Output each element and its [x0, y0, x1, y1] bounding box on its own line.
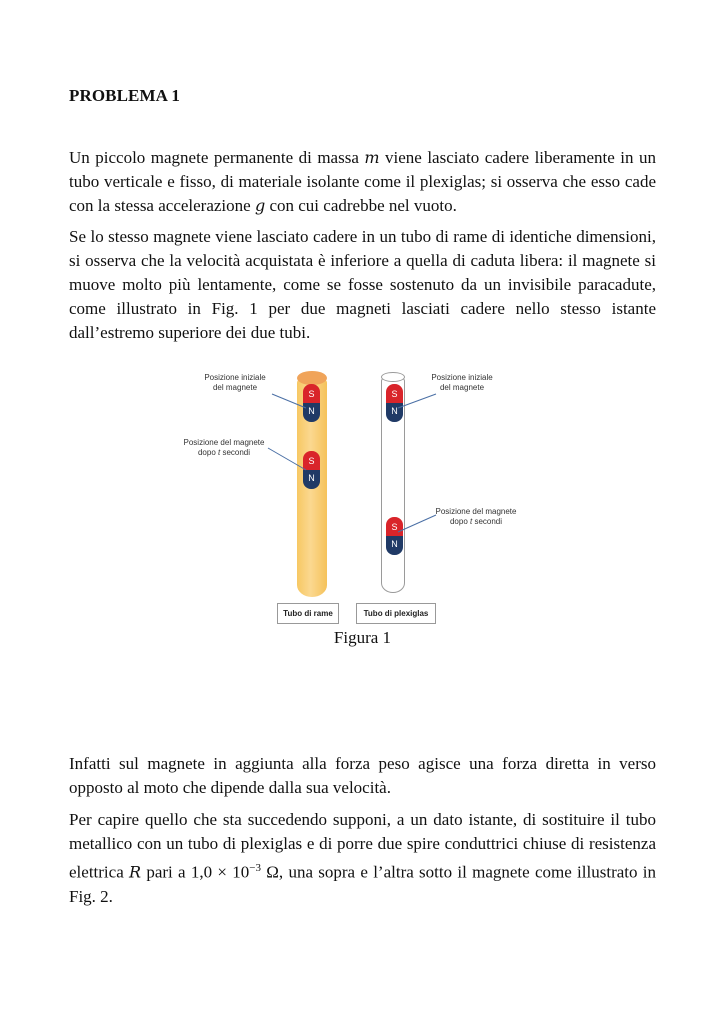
leader-line: [398, 394, 436, 408]
label-line: Posizione iniziale: [204, 373, 266, 382]
label-line: Posizione del magnete: [435, 507, 517, 516]
label-line: Posizione iniziale: [431, 373, 493, 382]
plexi-initial-label: [420, 373, 504, 393]
label-text: dopo: [449, 517, 470, 526]
south-pole: S: [386, 517, 403, 536]
label-text: secondi: [220, 448, 251, 457]
paragraph-2: Se lo stesso magnete viene lasciato cadere in un tubo di rame di identiche dimensioni, si osserva che la velocità acquistata è inferiore a quella di caduta libera: il magnete si muove molto più lentamente, come se fosse sostenuto da un invisibile paracadute, come illustrato in Fig. 1 per due magneti lasciati cadere nello stesso istante dall’estremo superiore dei due tubi.: [69, 227, 656, 342]
south-pole: S: [303, 451, 320, 470]
copper-initial-label: [193, 373, 277, 393]
p4-text-b: pari a: [141, 862, 191, 882]
problem-title: PROBLEMA 1: [69, 86, 181, 105]
figure-caption: Figura 1: [333, 628, 392, 647]
gravity-symbol: g: [254, 196, 266, 215]
north-pole: N: [386, 536, 403, 555]
p4-text-a: Per capire quello che sta succedendo supponi, a un dato istante, di sostituire il tubo metallico con un tubo di plexiglas e di porre due spire conduttrici chiuse di resistenza elettrica: [69, 810, 656, 882]
paragraph-3: Infatti sul magnete in aggiunta alla forza peso agisce una forza diretta in verso opposto al moto che dipende dalla sua velocità.: [69, 754, 656, 797]
north-pole: N: [303, 470, 320, 489]
p1-text-b: viene lasciato cadere liberamente in un tubo verticale e fisso, di materiale isolante come il plexiglas; si osserva che esso cade con la stessa accelerazione: [69, 148, 656, 215]
plexiglas-tube-tag: Tubo di plexiglas: [356, 603, 436, 624]
south-pole: S: [386, 384, 403, 403]
time-symbol: t: [218, 448, 221, 457]
copper-after-label: [178, 438, 270, 458]
label-line: Posizione del magnete: [183, 438, 265, 447]
plexi-after-label: [430, 507, 522, 527]
resistance-exponent: −3: [249, 862, 261, 874]
north-pole: N: [303, 403, 320, 422]
paragraph-4: [69, 808, 656, 909]
label-line: del magnete: [439, 383, 485, 392]
p4-text-c: , una sopra e l’altra sotto il magnete come illustrato in Fig. 2.: [69, 862, 657, 906]
north-pole: N: [386, 403, 403, 422]
mass-symbol: m: [364, 148, 380, 167]
label-line: [178, 448, 270, 458]
copper-tube-tag: Tubo di rame: [277, 603, 339, 624]
label-text: secondi: [472, 517, 503, 526]
leader-line: [272, 394, 306, 408]
p1-text-c: con cui cadrebbe nel vuoto.: [265, 196, 457, 215]
leader-line: [268, 448, 306, 470]
resistance-symbol: R: [129, 862, 142, 882]
label-text: dopo: [197, 448, 218, 457]
label-line: [430, 517, 522, 527]
time-symbol: t: [470, 517, 473, 526]
south-pole: S: [303, 384, 320, 403]
p1-text-a: Un piccolo magnete permanente di massa: [69, 148, 365, 167]
label-line: del magnete: [212, 383, 258, 392]
resistance-unit: Ω: [261, 862, 279, 882]
resistance-value: 1,0 × 10: [190, 862, 250, 882]
